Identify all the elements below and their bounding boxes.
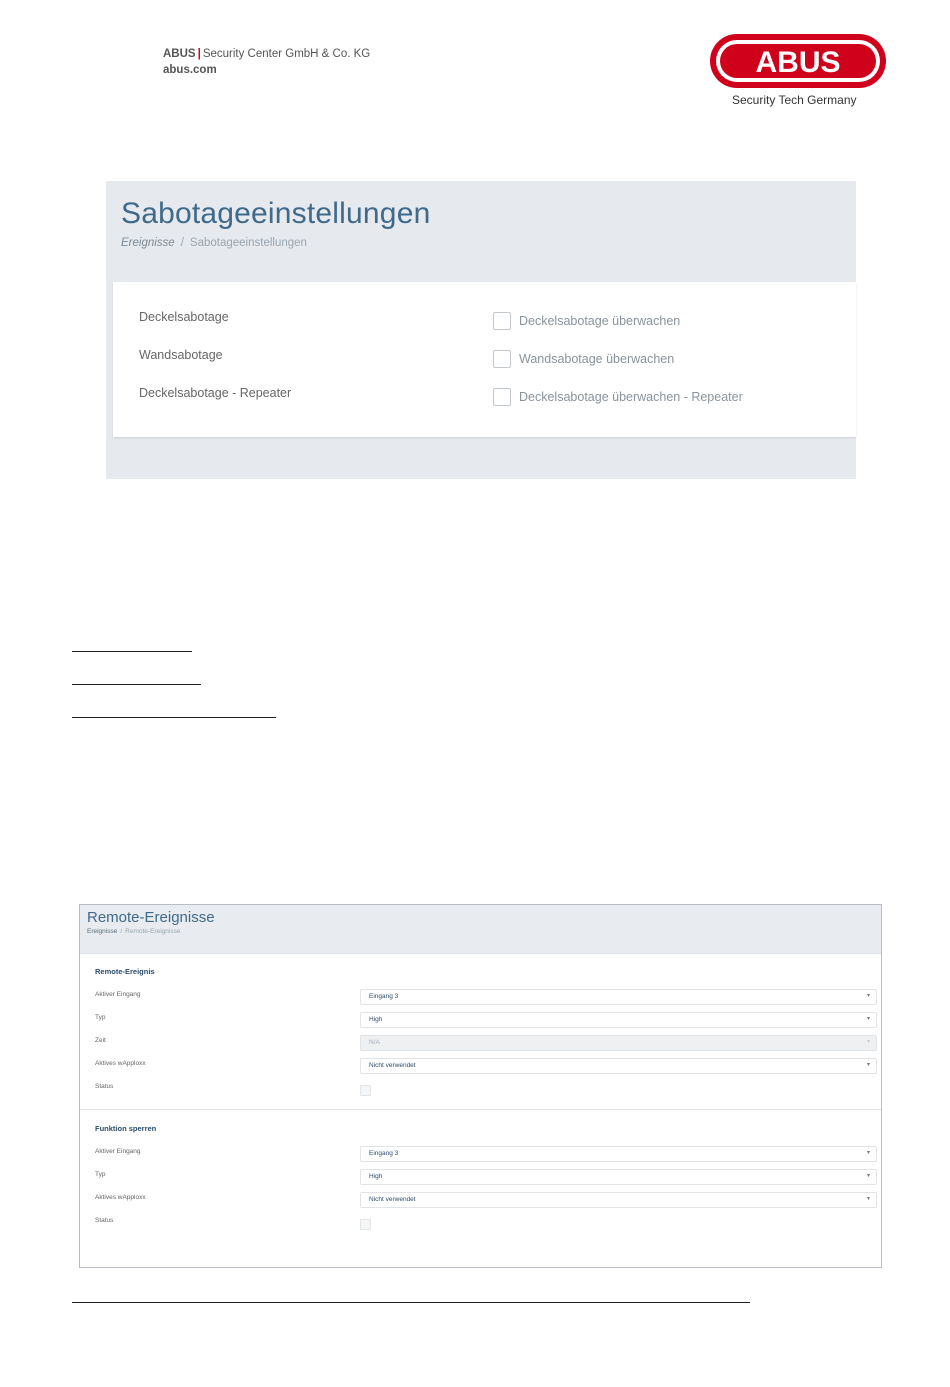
page-title: Sabotageeinstellungen [121, 197, 431, 230]
chevron-down-icon: ▾ [866, 993, 870, 999]
field-label: Status [95, 1217, 114, 1224]
lock-type-select[interactable] [360, 1169, 877, 1185]
section-heading-lock-function: Funktion sperren [95, 1124, 157, 1133]
checkbox-label[interactable]: Wandsabotage überwachen [519, 352, 675, 366]
chevron-down-icon: ▾ [866, 1062, 870, 1068]
status-checkbox[interactable] [360, 1085, 371, 1096]
company-header [163, 46, 370, 78]
sabotage-settings-panel [106, 181, 856, 479]
row-label: Wandsabotage [139, 348, 223, 362]
chevron-down-icon: ▾ [866, 1173, 870, 1179]
breadcrumb-item-events[interactable]: Ereignisse [121, 237, 175, 249]
breadcrumb-separator: / [180, 237, 184, 249]
wall-tamper-checkbox[interactable] [493, 350, 511, 368]
select-value: Eingang 3 [369, 1150, 399, 1157]
active-input-select[interactable] [360, 989, 877, 1005]
company-name: Security Center GmbH & Co. KG [202, 48, 371, 60]
company-website: abus.com [163, 64, 217, 76]
underline-line-3 [72, 717, 276, 718]
sabotage-row-wall [113, 342, 856, 372]
select-value: Nicht verwendet [369, 1196, 416, 1203]
brand-name: ABUS [163, 48, 196, 60]
field-label: Status [95, 1083, 114, 1090]
sabotage-card [113, 282, 856, 437]
field-label: Aktives wApploxx [95, 1060, 146, 1067]
underline-line-1 [72, 651, 192, 652]
panel-header [80, 905, 881, 954]
select-value: Eingang 3 [369, 993, 399, 1000]
sabotage-row-lid [113, 304, 856, 334]
logo-text: ABUS [755, 46, 841, 79]
chevron-down-icon: ▾ [866, 1039, 870, 1045]
sabotage-row-repeater [113, 380, 856, 410]
type-select[interactable] [360, 1012, 877, 1028]
field-label: Zeit [95, 1037, 106, 1044]
select-value: High [369, 1016, 383, 1023]
lid-tamper-checkbox[interactable] [493, 312, 511, 330]
breadcrumb [121, 237, 307, 249]
logo-tagline: Security Tech Germany [732, 93, 857, 107]
field-label: Aktives wApploxx [95, 1194, 146, 1201]
field-label: Aktiver Eingang [95, 991, 141, 998]
breadcrumb-item-current: Sabotageeinstellungen [189, 237, 307, 249]
checkbox-label[interactable]: Deckelsabotage überwachen [519, 314, 681, 328]
select-value: High [369, 1173, 383, 1180]
field-label: Typ [95, 1171, 106, 1178]
field-label: Aktiver Eingang [95, 1148, 141, 1155]
chevron-down-icon: ▾ [866, 1150, 870, 1156]
underline-line-4 [72, 1302, 750, 1303]
breadcrumb-separator: / [120, 928, 123, 935]
lock-active-input-select[interactable] [360, 1146, 877, 1162]
select-value: Nicht verwendet [369, 1062, 416, 1069]
lock-active-wapploxx-select[interactable] [360, 1192, 877, 1208]
time-select [360, 1035, 877, 1051]
brand-divider: | [197, 48, 201, 60]
checkbox-label[interactable]: Deckelsabotage überwachen - Repeater [519, 390, 743, 404]
chevron-down-icon: ▾ [866, 1016, 870, 1022]
active-wapploxx-select[interactable] [360, 1058, 877, 1074]
field-label: Typ [95, 1014, 106, 1021]
select-value: N/A [369, 1039, 380, 1046]
row-label: Deckelsabotage - Repeater [139, 386, 292, 400]
page-title: Remote-Ereignisse [87, 909, 215, 926]
remote-events-panel [79, 904, 882, 1268]
lock-status-checkbox[interactable] [360, 1219, 371, 1230]
repeater-tamper-checkbox[interactable] [493, 388, 511, 406]
underline-line-2 [72, 684, 201, 685]
breadcrumb-item-current: Remote-Ereignisse [125, 928, 181, 935]
row-label: Deckelsabotage [139, 310, 229, 324]
breadcrumb-item-events[interactable]: Ereignisse [87, 928, 118, 935]
breadcrumb [87, 928, 180, 935]
section-divider [80, 1109, 881, 1110]
section-heading-remote-event: Remote-Ereignis [95, 967, 155, 976]
chevron-down-icon: ▾ [866, 1196, 870, 1202]
